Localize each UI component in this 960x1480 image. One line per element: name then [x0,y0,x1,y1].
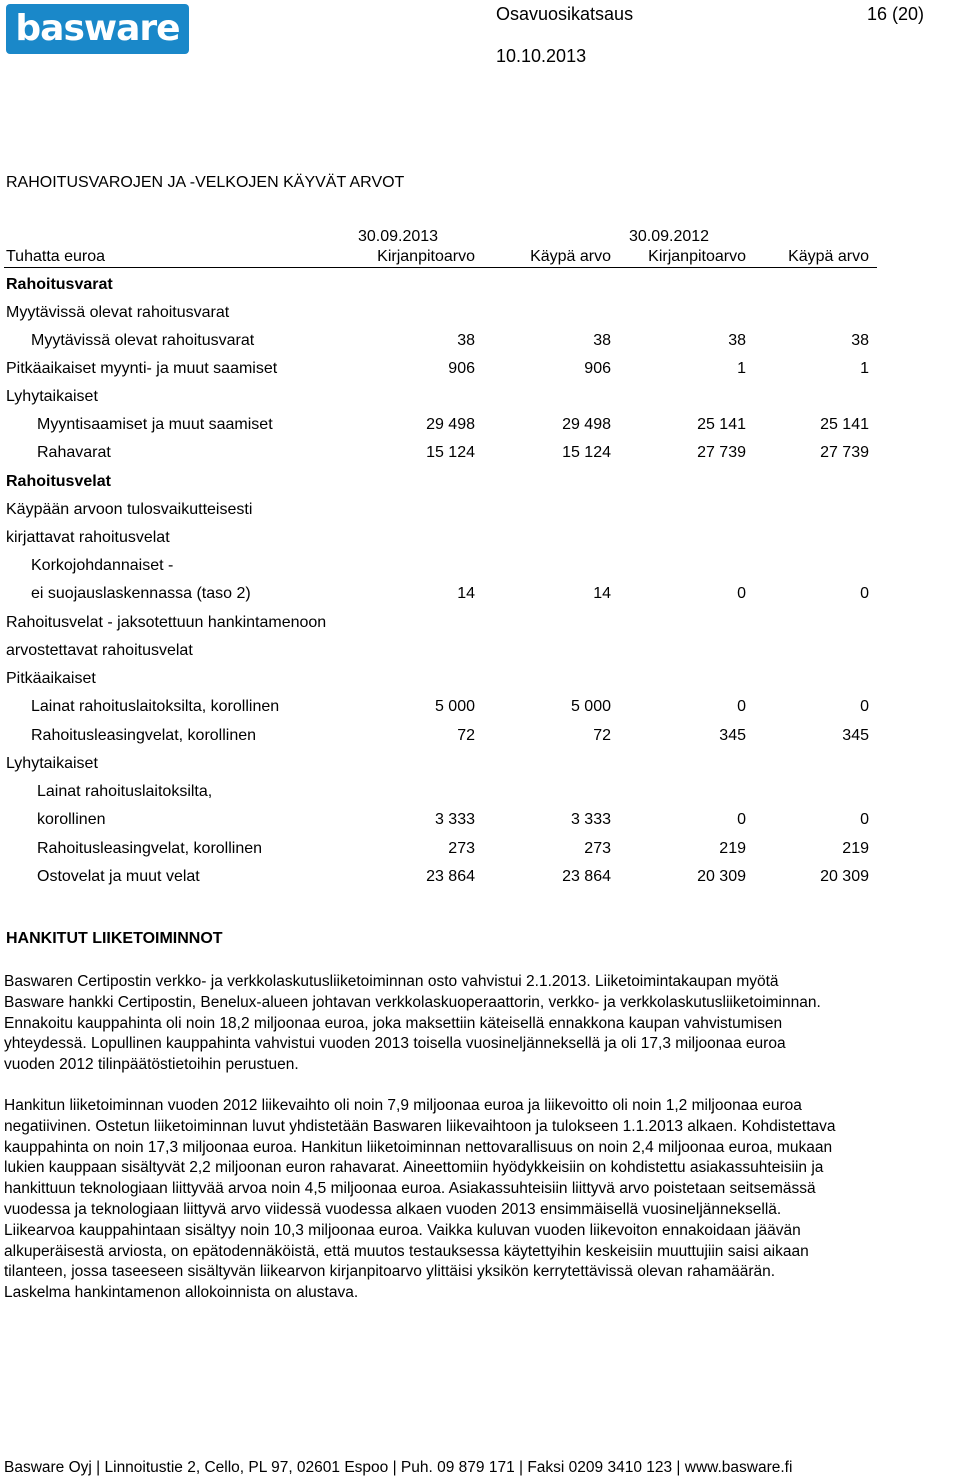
row-value: 1 [860,360,869,377]
row-label: Myytävissä olevat rahoitusvarat [31,332,255,349]
basware-logo: basware [6,4,189,54]
table-row [0,444,960,466]
page-number: 16 (20) [867,4,925,24]
section-title-fair-values: RAHOITUSVAROJEN JA -VELKOJEN KÄYVÄT ARVOT [6,174,405,191]
table-row [0,755,960,777]
text-line: alkuperäisestä arviosta, on epätodennäköistä, että muutos testauksessa käytettyihin keskeisiin muuttujiin saisi aikaan [4,1242,809,1260]
row-label: korollinen [37,811,106,828]
row-label: Rahoitusleasingvelat, korollinen [37,840,263,857]
row-label: arvostettavat rahoitusvelat [6,642,193,659]
row-value: 72 [593,727,611,744]
document-date: 10.10.2013 [496,46,587,66]
row-value: 273 [584,840,611,857]
row-value: 219 [842,840,869,857]
text-line: lukien kauppaan sisältyvät 2,2 miljoonan euron rahavarat. Aineettomiin hyödykkeisiin on kohdistettu asiakassuhteisiin ja [4,1159,824,1177]
table-row [0,304,960,326]
document-title: Osavuosikatsaus [496,4,634,24]
row-value: 38 [851,332,869,349]
row-value: 3 333 [434,811,475,828]
row-label: kirjattavat rahoitusvelat [6,529,170,546]
row-value: 15 124 [562,444,611,461]
text-line: Ennakoitu kauppahinta oli noin 18,2 miljoonaa euroa, joka maksettiin käteisellä ennakkona kaupan vahvistumisen [4,1014,783,1032]
table-row [0,557,960,579]
row-value: 27 739 [697,444,746,461]
table-row [0,388,960,410]
acquisition-paragraph-2 [4,1096,960,1304]
row-value: 15 124 [426,444,475,461]
row-label: ei suojauslaskennassa (taso 2) [31,585,251,602]
table-row [0,585,960,607]
text-line: Baswaren Certipostin verkko- ja verkkolaskutusliiketoiminnan osto vahvistui 2.1.2013. Liiketoimintakaupan myötä [4,973,779,990]
text-line: Liikearvoa kauppahintaan sisältyy noin 10,3 miljoonaa euroa. Vaikka kuluvan vuoden liikevoiton ennakoidaan jäävän [4,1221,801,1239]
row-value: 20 309 [697,868,746,885]
text-line: Hankitun liiketoiminnan vuoden 2012 liikevaihto oli noin 7,9 miljoonaa euroa ja liikevoitto oli noin 1,2 miljoonaa euroa [4,1097,802,1114]
row-value: 29 498 [426,416,475,433]
table-row [0,501,960,523]
table-row [0,416,960,438]
row-value: 345 [719,727,746,744]
row-value: 0 [860,585,869,602]
table-row [0,783,960,805]
row-value: 219 [719,840,746,857]
table-row [0,614,960,636]
column-date-2013: 30.09.2013 [358,228,439,245]
row-value: 0 [737,585,746,602]
row-label: Lainat rahoituslaitoksilta, korollinen [31,698,280,715]
section-title-acquisitions: HANKITUT LIIKETOIMINNOT [6,930,223,947]
row-label: Pitkäaikaiset myynti- ja muut saamiset [6,360,278,377]
row-value: 5 000 [570,698,611,715]
row-label: Ostovelat ja muut velat [37,868,200,885]
table-row [0,642,960,664]
row-label: Rahoitusleasingvelat, korollinen [31,727,257,744]
row-value: 27 739 [820,444,869,461]
table-row [0,473,960,495]
text-line: Basware hankki Certipostin, Benelux-alueen johtavan verkkolaskuoperaattorin, verkko- ja verkkolaskutusliiketoiminnan. [4,993,821,1011]
unit-label: Tuhatta euroa [6,248,106,265]
text-line: kauppahinta on noin 17,3 miljoonaa euroa. Hankitun liiketoiminnan nettovarallisuus on noin 2,4 miljoonaa euroa, mukaan [4,1138,833,1156]
row-value: 14 [593,585,611,602]
row-value: 23 864 [426,868,475,885]
table-row [0,811,960,833]
row-value: 0 [737,811,746,828]
row-value: 0 [737,698,746,715]
page-footer: Basware Oyj | Linnoitustie 2, Cello, PL 97, 02601 Espoo | Puh. 09 879 171 | Faksi 0209 3410 123 | www.basware.fi [4,1459,793,1476]
text-line: negatiivinen. Ostetun liiketoiminnan luvut yhdistetään Baswaren liikevaihtoon ja tulokseen 1.1.2013 alkaen. Kohdistettava [4,1117,836,1135]
row-label: Myytävissä olevat rahoitusvarat [6,304,230,321]
row-label: Lyhytaikaiset [6,388,98,405]
row-value: 38 [593,332,611,349]
row-value: 25 141 [697,416,746,433]
row-label: Rahavarat [37,444,111,461]
row-value: 14 [457,585,475,602]
text-line: vuoden 2012 tilinpäätöstietoihin perustuen. [4,1056,299,1074]
table-row [0,360,960,382]
row-label: Korkojohdannaiset - [31,557,174,574]
row-value: 23 864 [562,868,611,885]
row-value: 38 [728,332,746,349]
row-value: 5 000 [434,698,475,715]
column-header-carrying-2012: Kirjanpitoarvo [648,248,746,265]
column-header-fair-2013: Käypä arvo [530,248,611,265]
row-label: Rahoitusvelat - jaksotettuun hankintamenoon [6,614,327,631]
table-row [0,727,960,749]
row-value: 25 141 [820,416,869,433]
column-header-carrying-2013: Kirjanpitoarvo [377,248,475,265]
row-label: Käypään arvoon tulosvaikutteisesti [6,501,253,518]
row-label: Lyhytaikaiset [6,755,98,772]
text-line: yhteydessä. Lopullinen kauppahinta vahvistui vuoden 2013 toisella vuosineljänneksellä ja oli 17,3 miljoonaa euroa [4,1035,786,1053]
table-row [0,276,960,298]
row-value: 0 [860,698,869,715]
row-value: 72 [457,727,475,744]
row-value: 38 [457,332,475,349]
row-label: Rahoitusvelat [6,473,111,490]
row-value: 20 309 [820,868,869,885]
column-date-2012: 30.09.2012 [629,228,710,245]
row-value: 29 498 [562,416,611,433]
row-value: 345 [842,727,869,744]
row-label: Myyntisaamiset ja muut saamiset [37,416,273,433]
table-row [0,840,960,862]
text-line: hankittuun teknologiaan liittyvää arvoa noin 4,5 miljoonaa euroa. Asiakassuhteisiin liittyvä arvo poistetaan seitsemässä [4,1180,816,1198]
table-row [0,698,960,720]
text-line: tilanteen, jossa taseeseen sisältyvän liikearvon kirjanpitoarvo ylittäisi yksikön kerrytettävissä olevan rahamäärän. [4,1263,776,1281]
table-row [0,868,960,890]
text-line: vuodessa ja teknologiaan liittyvä arvo viidessä vuodessa alkaen vuoden 2013 ensimmäisellä vuosineljänneksellä. [4,1200,782,1218]
table-row [0,529,960,551]
text-line: Laskelma hankintamenon allokoinnista on alustava. [4,1284,359,1302]
row-value: 273 [448,840,475,857]
row-label: Lainat rahoituslaitoksilta, [37,783,213,800]
row-value: 3 333 [570,811,611,828]
row-value: 0 [860,811,869,828]
row-value: 906 [584,360,611,377]
table-row [0,670,960,692]
header-divider [4,267,877,268]
row-label: Rahoitusvarat [6,276,113,293]
table-row [0,332,960,354]
column-header-fair-2012: Käypä arvo [788,248,869,265]
row-label: Pitkäaikaiset [6,670,96,687]
acquisition-paragraph-1 [4,972,960,1076]
row-value: 906 [448,360,475,377]
row-value: 1 [737,360,746,377]
